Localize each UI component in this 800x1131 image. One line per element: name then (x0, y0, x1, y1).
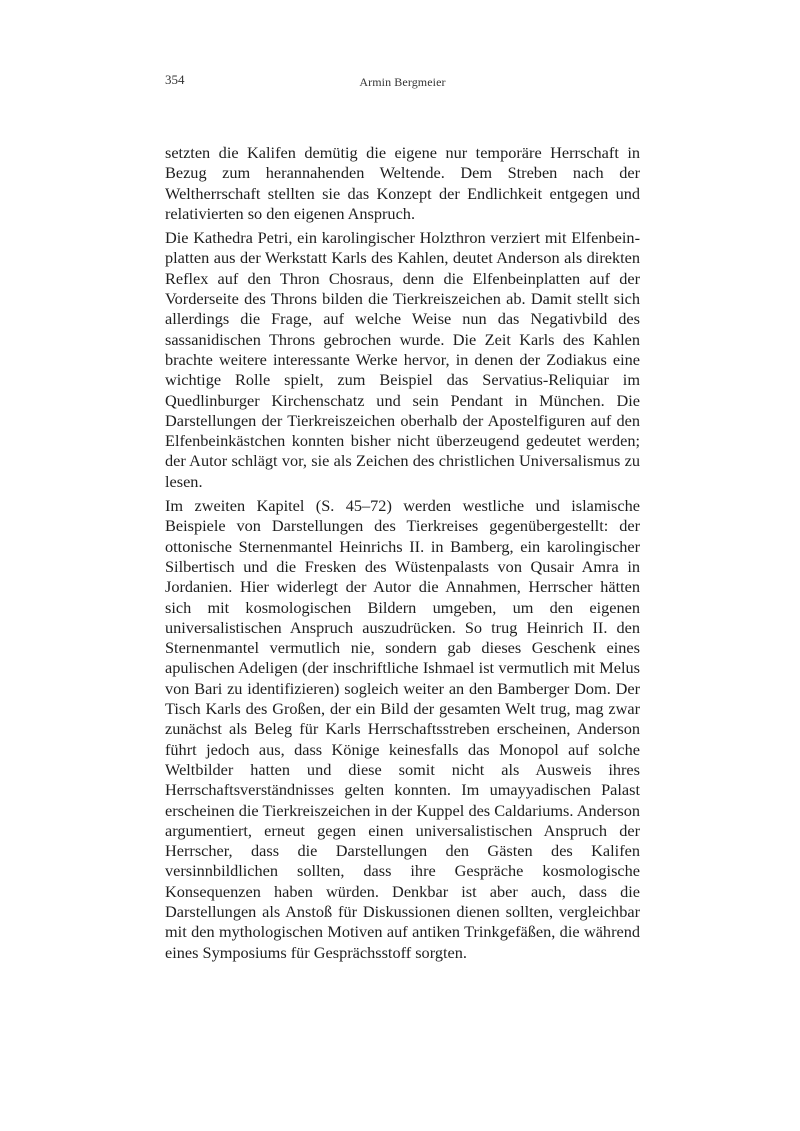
body-text (165, 143, 640, 967)
paragraph: setzten die Kalifen demütig die eigene nur temporäre Herrschaft in Bezug zum herannahenden Weltende. Dem Streben nach der Weltherrschaft stellten sie das Konzept der Endlichkeit entgegen und relativierten so den eigenen Anspruch. (165, 143, 640, 223)
page-header (165, 72, 640, 92)
page-number: 354 (165, 72, 185, 87)
paragraph: Die Kathedra Petri, ein karolingischer Holzthron verziert mit Elfenbeinplatten aus der Werkstatt Karls des Kahlen, deutet Anderson als direkten Reflex auf den Thron Chosraus, denn die Elfenbeinplatten auf der Vorderseite des Throns bilden die Tierkreiszeichen ab. Damit stellt sich allerdings die Frage, auf welche Weise nun das Negativbild des sassanidischen Throns gebrochen wurde. Die Zeit Karls des Kahlen brachte weitere interessante Werke hervor, in denen der Zodiakus eine wichtige Rolle spielt, zum Beispiel das Servatius-Reliquiar im Quedlinburger Kirchenschatz und sein Pendant in München. Die Darstellungen der Tierkreiszeichen oberhalb der Apostelfiguren auf den Elfenbeinkästchen konnten bisher nicht überzeugend gedeutet werden; der Autor schlägt vor, sie als Zeichen des christlichen Universalismus zu lesen. (165, 228, 640, 491)
paragraph: Im zweiten Kapitel (S. 45–72) werden westliche und islamische Beispiele von Darstellungen des Tierkreises gegenübergestellt: der ottonische Sternenmantel Heinrichs II. in Bamberg, ein karolingischer Silbertisch und die Fresken des Wüstenpalasts von Qusair Amra in Jordanien. Hier widerlegt der Autor die Annahmen, Herrscher hätten sich mit kosmologischen Bildern umgeben, um den eigenen universalistischen Anspruch auszudrücken. So trug Heinrich II. den Sternenmantel vermutlich nie, sondern gab dieses Geschenk eines apulischen Adeligen (der inschriftliche Ishmael ist vermutlich mit Melus von Bari zu identifizieren) sogleich weiter an den Bamberger Dom. Der Tisch Karls des Großen, der ein Bild der gesamten Welt trug, mag zwar zunächst als Beleg für Karls Herrschaftsstreben erscheinen, Anderson führt jedoch aus, dass Könige keinesfalls das Monopol auf solche Weltbilder hatten und diese somit nicht als Ausweis ihres Herrschaftsverständnisses gelten konnten. Im umayyadischen Palast erscheinen die Tierkreiszeichen in der Kuppel des Caldariums. Anderson argumentiert, erneut gegen einen universalistischen Anspruch der Herrscher, dass die Darstellungen den Gästen des Kalifen versinnbildlichen sollten, dass ihre Gespräche kosmologische Konsequenzen haben würden. Denkbar ist aber auch, dass die Darstellungen als Anstoß für Diskussionen dienen sollten, vergleichbar mit den mythologischen Motiven auf antiken Trinkgefäßen, die während eines Symposiums für Gesprächsstoff sorgten. (165, 496, 640, 962)
running-head-author: Armin Bergmeier (359, 75, 446, 89)
